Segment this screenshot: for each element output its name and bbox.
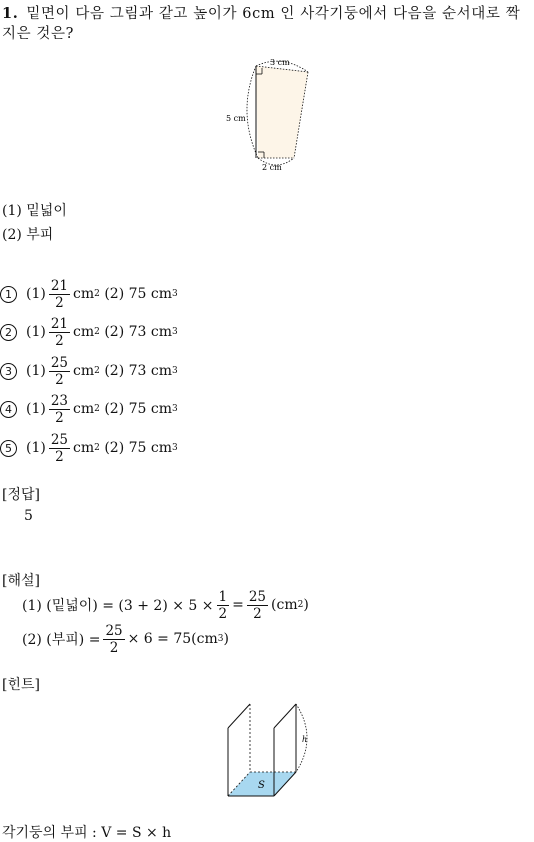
option-area-unit: cm (73, 440, 95, 456)
explanation-fraction-volume (103, 623, 124, 656)
fraction-denominator: 2 (109, 639, 119, 656)
hint-heading: [힌트] (2, 677, 40, 693)
option-2[interactable]: 2 (1) $\frac{21}{2}$ cm 2 (2) 73 cm 3 (0, 314, 178, 350)
fraction-denominator: 2 (55, 371, 64, 388)
fraction-denominator: 2 (55, 294, 64, 311)
option-1[interactable]: 1 (1) $\frac{21}{2}$ cm 2 (2) 75 cm 3 (0, 276, 178, 312)
option-volume: (2) 75 cm (104, 401, 173, 417)
height-label: h (302, 735, 308, 744)
option-fraction (49, 393, 70, 426)
trapezoid-figure (222, 54, 322, 176)
explanation-heading: [해설] (2, 573, 40, 589)
explanation-line2-rest: × 6 = 75(cm (127, 631, 218, 647)
explanation-fraction-result (247, 589, 268, 622)
option-volume: (2) 75 cm (104, 440, 173, 456)
option-marker: 2 (0, 324, 17, 341)
option-area-unit: cm (73, 286, 95, 302)
fraction-numerator: 21 (50, 277, 69, 294)
base-label: S (258, 780, 265, 791)
fraction-numerator: 25 (248, 588, 267, 605)
fraction-denominator: 2 (218, 605, 228, 622)
option-fraction (49, 355, 70, 388)
option-part1-label: (1) (26, 401, 46, 417)
option-fraction (49, 316, 70, 349)
option-5[interactable]: 5 (1) $\frac{25}{2}$ cm 2 (2) 75 cm 3 (0, 430, 178, 466)
fraction-denominator: 2 (253, 605, 262, 622)
left-label: 5 cm (226, 114, 246, 123)
fraction-denominator: 2 (55, 448, 64, 465)
explanation-line-2: (2) (부피) = $\frac{25}{2}$ × 6 = 75(cm 3 ) (22, 622, 229, 656)
option-4[interactable]: 4 (1) $\frac{23}{2}$ cm 2 (2) 75 cm 3 (0, 391, 178, 427)
volume-formula: 각기둥의 부피 : V = S × h (2, 825, 172, 841)
trapezoid-fill (256, 66, 308, 158)
explanation-line2-prefix: (2) (부피) = (22, 632, 101, 648)
subquestion-2: (2) 부피 (2, 227, 54, 243)
option-marker: 3 (0, 363, 17, 380)
fraction-numerator: 25 (105, 622, 123, 639)
fraction-denominator: 2 (55, 332, 64, 349)
question-text (2, 4, 532, 44)
fraction-numerator: 1 (218, 588, 228, 605)
question-number: 1. (2, 5, 19, 22)
option-volume: (2) 73 cm (104, 324, 173, 340)
top-label: 3 cm (270, 58, 290, 67)
fraction-denominator: 2 (55, 409, 64, 426)
option-fraction (49, 278, 70, 311)
option-part1-label: (1) (26, 324, 46, 340)
explanation-line-1: (1) (밑넓이) = (3 + 2) × 5 × $\frac{1}{2}$ = $\frac{25}{2}$ (cm 2 ) (22, 588, 309, 622)
subquestion-1: (1) 밑넓이 (2, 203, 67, 219)
option-marker: 4 (0, 401, 17, 418)
prism-figure (222, 700, 312, 804)
bottom-label: 2 cm (262, 163, 282, 172)
question-body: 밑면이 다음 그림과 같고 높이가 6cm 인 사각기둥에서 다음을 순서대로 짝지은 것은? (2, 6, 521, 42)
fraction-numerator: 21 (50, 315, 69, 332)
option-part1-label: (1) (26, 440, 46, 456)
explanation-equals: = (232, 597, 244, 613)
option-area-unit: cm (73, 401, 95, 417)
fraction-numerator: 23 (50, 392, 69, 409)
answer-heading: [정답] (2, 487, 40, 503)
explanation-fraction-half (217, 589, 230, 622)
answer-value: 5 (24, 508, 33, 524)
option-part1-label: (1) (26, 286, 46, 302)
fraction-numerator: 25 (50, 354, 69, 371)
option-part1-label: (1) (26, 363, 46, 379)
explanation-line1-prefix: (1) (밑넓이) = (3 + 2) × 5 × (22, 598, 214, 614)
option-volume: (2) 75 cm (104, 286, 173, 302)
option-area-unit: cm (73, 363, 95, 379)
fraction-numerator: 25 (50, 431, 69, 448)
option-marker: 5 (0, 440, 17, 457)
option-3[interactable]: 3 (1) $\frac{25}{2}$ cm 2 (2) 73 cm 3 (0, 353, 178, 389)
option-marker: 1 (0, 286, 17, 303)
option-volume: (2) 73 cm (104, 363, 173, 379)
option-area-unit: cm (73, 324, 95, 340)
explanation-line1-unit: (cm (271, 597, 298, 613)
option-fraction (49, 432, 70, 465)
